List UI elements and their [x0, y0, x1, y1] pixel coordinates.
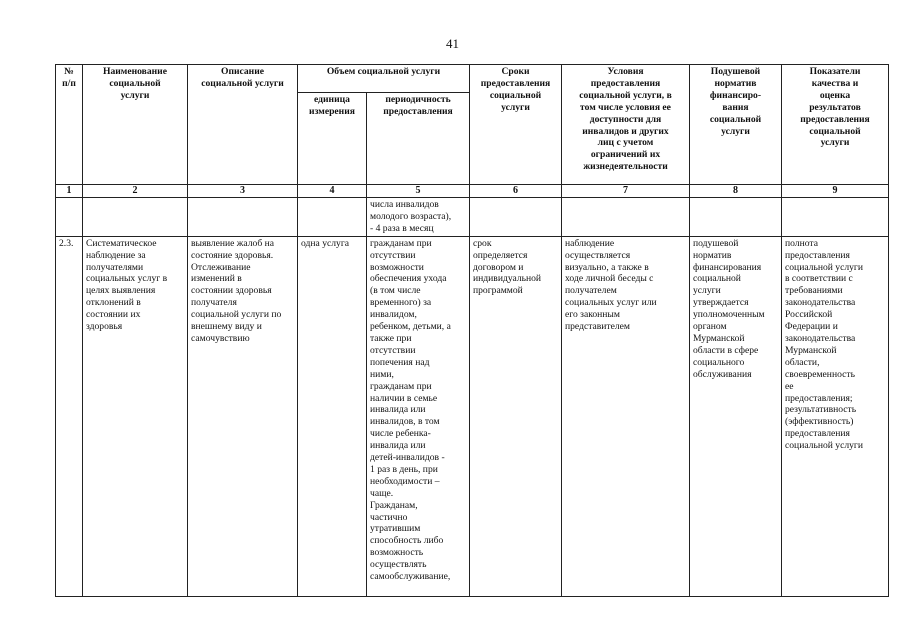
header-terms: Сроки предоставления социальной услуги — [470, 65, 562, 185]
header-name: Наименование социальной услуги — [83, 65, 188, 185]
column-number: 1 — [56, 185, 83, 198]
cell-empty — [470, 198, 562, 237]
continuation-periodicity: числа инвалидов молодого возраста), - 4 раза в месяц — [367, 198, 470, 237]
cell-empty — [690, 198, 782, 237]
header-periodicity: периодичность предоставления — [367, 93, 470, 185]
cell-empty — [56, 198, 83, 237]
service-periodicity: гражданам при отсутствии возможности обеспечения ухода (в том числе временного) за инвалидом, ребенком, детьми, а также при отсутствии попечения над ними, гражданам при наличии в семье инвалида или инвалидов, в том числе ребенка- инвалида или детей-инвалидов - 1 раз в день, при необходимости – чаще. Гражданам, частично утратившим способность либо возможность осуществлять самообслуживание, — [367, 236, 470, 596]
column-number: 4 — [298, 185, 367, 198]
header-conditions: Условия предоставления социальной услуги, в том числе условия ее доступности для инвалидов и других лиц с учетом ограничений их жизнедеятельности — [562, 65, 690, 185]
column-number: 3 — [188, 185, 298, 198]
column-number: 5 — [367, 185, 470, 198]
service-conditions: наблюдение осуществляется визуально, а также в ходе личной беседы с получателем социальных услуг или его законным представителем — [562, 236, 690, 596]
service-name: Систематическое наблюдение за получателями социальных услуг в целях выявления отклонений в состоянии их здоровья — [83, 236, 188, 596]
header-num: № п/п — [56, 65, 83, 185]
header-unit: единица измерения — [298, 93, 367, 185]
cell-empty — [83, 198, 188, 237]
service-indicators: полнота предоставления социальной услуги в соответствии с требованиями законодательства Российской Федерации и законодательства Мурманской области, своевременность ее предоставления; результативность (эффективность) предоставления социальной услуги — [782, 236, 889, 596]
column-number: 2 — [83, 185, 188, 198]
column-number-row — [56, 185, 889, 198]
table-row — [56, 236, 889, 596]
column-number: 8 — [690, 185, 782, 198]
column-number: 6 — [470, 185, 562, 198]
header-indicators: Показатели качества и оценка результатов предоставления социальной услуги — [782, 65, 889, 185]
service-terms: срок определяется договором и индивидуальной программой — [470, 236, 562, 596]
header-norm: Подушевой норматив финансиро- вания социальной услуги — [690, 65, 782, 185]
service-unit: одна услуга — [298, 236, 367, 596]
column-number: 7 — [562, 185, 690, 198]
service-norm: подушевой норматив финансирования социальной услуги утверждается уполномоченным органом Мурманской области в сфере социального обслуживания — [690, 236, 782, 596]
page-number: 41 — [446, 36, 459, 51]
social-services-table — [55, 64, 889, 597]
service-description: выявление жалоб на состояние здоровья. Отслеживание изменений в состоянии здоровья получателя социальной услуги по внешнему виду и самочувствию — [188, 236, 298, 596]
cell-empty — [782, 198, 889, 237]
header-volume-group: Объем социальной услуги — [298, 65, 470, 93]
cell-empty — [562, 198, 690, 237]
column-number: 9 — [782, 185, 889, 198]
cell-empty — [188, 198, 298, 237]
row-number: 2.3. — [56, 236, 83, 596]
header-row — [56, 65, 889, 93]
cell-empty — [298, 198, 367, 237]
header-description: Описание социальной услуги — [188, 65, 298, 185]
continuation-row — [56, 198, 889, 237]
